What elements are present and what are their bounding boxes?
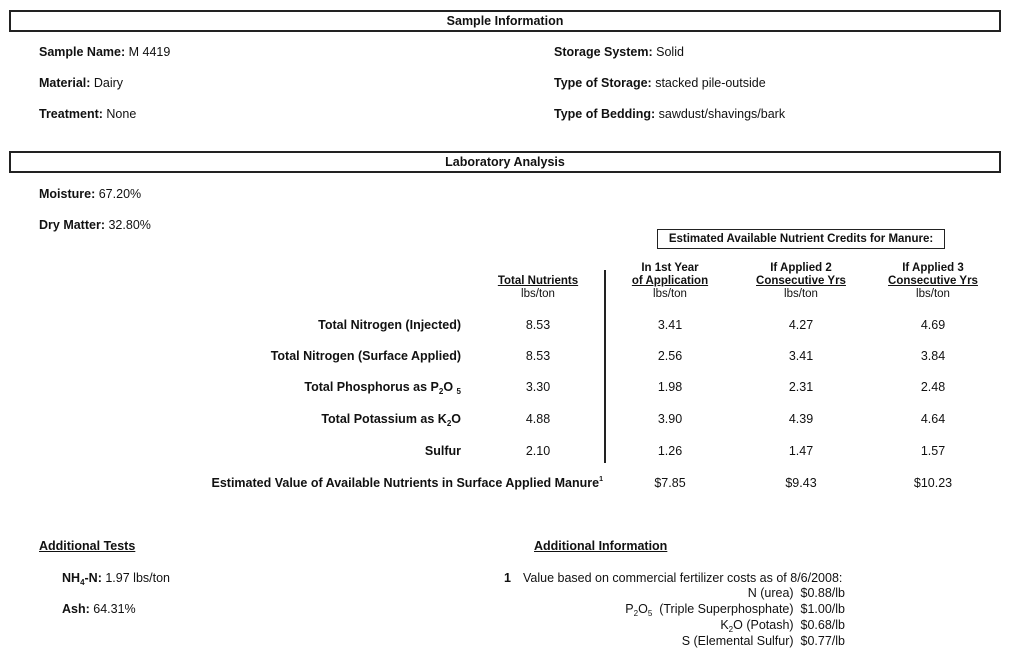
nh4-label-post: -N: [84,571,102,585]
price-s-label: S (Elemental Sulfur) [681,634,794,648]
sample-name-label: Sample Name: [39,45,126,59]
col-header-year3 [873,262,993,301]
type-of-storage-value: stacked pile-outside [655,76,766,90]
note-text: Value based on commercial fertilizer costs as of 8/6/2008: [523,571,843,585]
moisture-value: 67.20% [98,187,142,201]
nh4-label [62,571,102,585]
price-s-value: $0.77/lb [800,634,845,648]
lab-analysis-header: Laboratory Analysis [9,151,1001,173]
row-label-potassium [321,412,461,428]
price-urea [748,586,845,600]
nh4-value: 1.97 lbs/ton [105,571,170,585]
cell-value-y2: $9.43 [785,476,817,490]
dry-matter-field [39,218,151,232]
cell-value-y3: $10.23 [913,476,953,490]
cell-sulfur-y2: 1.47 [788,444,814,458]
col-header-year2-line2: Consecutive Yrs [756,275,846,287]
cell-phosphorus-y2: 2.31 [788,380,814,394]
sample-name-field [39,45,170,59]
dry-matter-value: 32.80% [108,218,151,232]
row-label-phosphorus-sub1: 2 [438,387,444,396]
row-label-sulfur: Sulfur [424,444,461,458]
material-value: Dairy [93,76,124,90]
cell-potassium-y3: 4.64 [920,412,946,426]
col-header-total-title: Total Nutrients [497,275,579,287]
ash-value: 64.31% [93,602,136,616]
additional-tests-header: Additional Tests [39,539,136,553]
type-of-storage-field [554,76,766,90]
col-header-year1-line2: of Application [631,275,709,287]
col-header-year2 [741,262,861,301]
price-k-pre: K [720,618,729,632]
type-of-bedding-value: sawdust/shavings/bark [658,107,786,121]
cell-nitrogen-injected-y3: 4.69 [920,318,946,332]
col-header-year1-unit: lbs/ton [653,288,687,300]
value-row-label [212,476,604,490]
credits-title-box: Estimated Available Nutrient Credits for Manure: [657,229,945,249]
price-p-sub2: 5 [647,609,653,618]
dry-matter-label: Dry Matter: [39,218,105,232]
material-field [39,76,123,90]
col-header-total-unit: lbs/ton [521,288,555,300]
price-sulfur [682,634,845,648]
row-label-nitrogen-injected: Total Nitrogen (Injected) [318,318,461,332]
price-p-post: (Triple Superphosphate) [659,602,794,616]
cell-value-y1: $7.85 [654,476,686,490]
cell-nitrogen-surface-total: 8.53 [525,349,551,363]
cell-sulfur-y3: 1.57 [920,444,946,458]
price-p-mid: O [638,602,648,616]
ash-field [62,602,136,616]
storage-system-value: Solid [656,45,684,59]
col-header-year3-line1: If Applied 3 [902,262,964,274]
col-header-total [478,275,598,301]
nh4-label-pre: NH [62,571,81,585]
row-label-potassium-pre: Total Potassium as K [321,412,447,426]
note-number: 1 [504,571,511,585]
cell-nitrogen-injected-y1: 3.41 [657,318,683,332]
cell-nitrogen-surface-y3: 3.84 [920,349,946,363]
col-header-year3-unit: lbs/ton [916,288,950,300]
cell-potassium-y1: 3.90 [657,412,683,426]
price-k-mid: O (Potash) [733,618,794,632]
type-of-bedding-label: Type of Bedding: [554,107,656,121]
storage-system-field [554,45,684,59]
col-header-year3-line2: Consecutive Yrs [888,275,978,287]
cell-nitrogen-injected-total: 8.53 [525,318,551,332]
row-label-potassium-sub1: 2 [446,419,452,428]
cell-nitrogen-surface-y1: 2.56 [657,349,683,363]
price-p-sub1: 2 [633,609,639,618]
material-label: Material: [39,76,91,90]
price-potash [720,618,845,634]
cell-potassium-total: 4.88 [525,412,551,426]
type-of-storage-label: Type of Storage: [554,76,652,90]
row-label-phosphorus-sub2: 5 [456,387,461,396]
row-label-phosphorus-pre: Total Phosphorus as P [304,380,439,394]
price-superphosphate [625,602,845,618]
cell-phosphorus-y1: 1.98 [657,380,683,394]
storage-system-label: Storage System: [554,45,653,59]
treatment-field [39,107,136,121]
price-k-value: $0.68/lb [800,618,845,632]
cell-phosphorus-total: 3.30 [525,380,551,394]
price-p-pre: P [625,602,634,616]
price-k-sub1: 2 [728,625,734,634]
cell-sulfur-y1: 1.26 [657,444,683,458]
price-urea-label: N (urea) [747,586,794,600]
col-header-year2-line1: If Applied 2 [770,262,832,274]
additional-info-header: Additional Information [534,539,668,553]
price-urea-value: $0.88/lb [800,586,845,600]
row-label-nitrogen-surface: Total Nitrogen (Surface Applied) [270,349,461,363]
sample-name-value: M 4419 [128,45,171,59]
row-label-phosphorus [304,380,461,396]
col-header-year1 [610,262,730,301]
value-row-label-text: Estimated Value of Available Nutrients in Surface Applied Manure [211,476,600,490]
treatment-value: None [106,107,137,121]
column-divider [604,270,606,463]
type-of-bedding-field [554,107,785,121]
row-label-phosphorus-mid: O [443,380,454,394]
cell-sulfur-total: 2.10 [525,444,551,458]
col-header-year1-line1: In 1st Year [641,262,699,274]
moisture-field [39,187,141,201]
treatment-label: Treatment: [39,107,103,121]
cell-nitrogen-surface-y2: 3.41 [788,349,814,363]
price-p-value: $1.00/lb [800,602,845,616]
nh4-label-sub: 4 [80,578,85,587]
moisture-label: Moisture: [39,187,96,201]
col-header-year2-unit: lbs/ton [784,288,818,300]
cell-nitrogen-injected-y2: 4.27 [788,318,814,332]
nh4-field [62,571,170,587]
sample-info-header: Sample Information [9,10,1001,32]
cell-potassium-y2: 4.39 [788,412,814,426]
value-row-footnote: 1 [599,476,603,483]
ash-label: Ash: [62,602,90,616]
cell-phosphorus-y3: 2.48 [920,380,946,394]
row-label-potassium-mid: O [451,412,461,426]
